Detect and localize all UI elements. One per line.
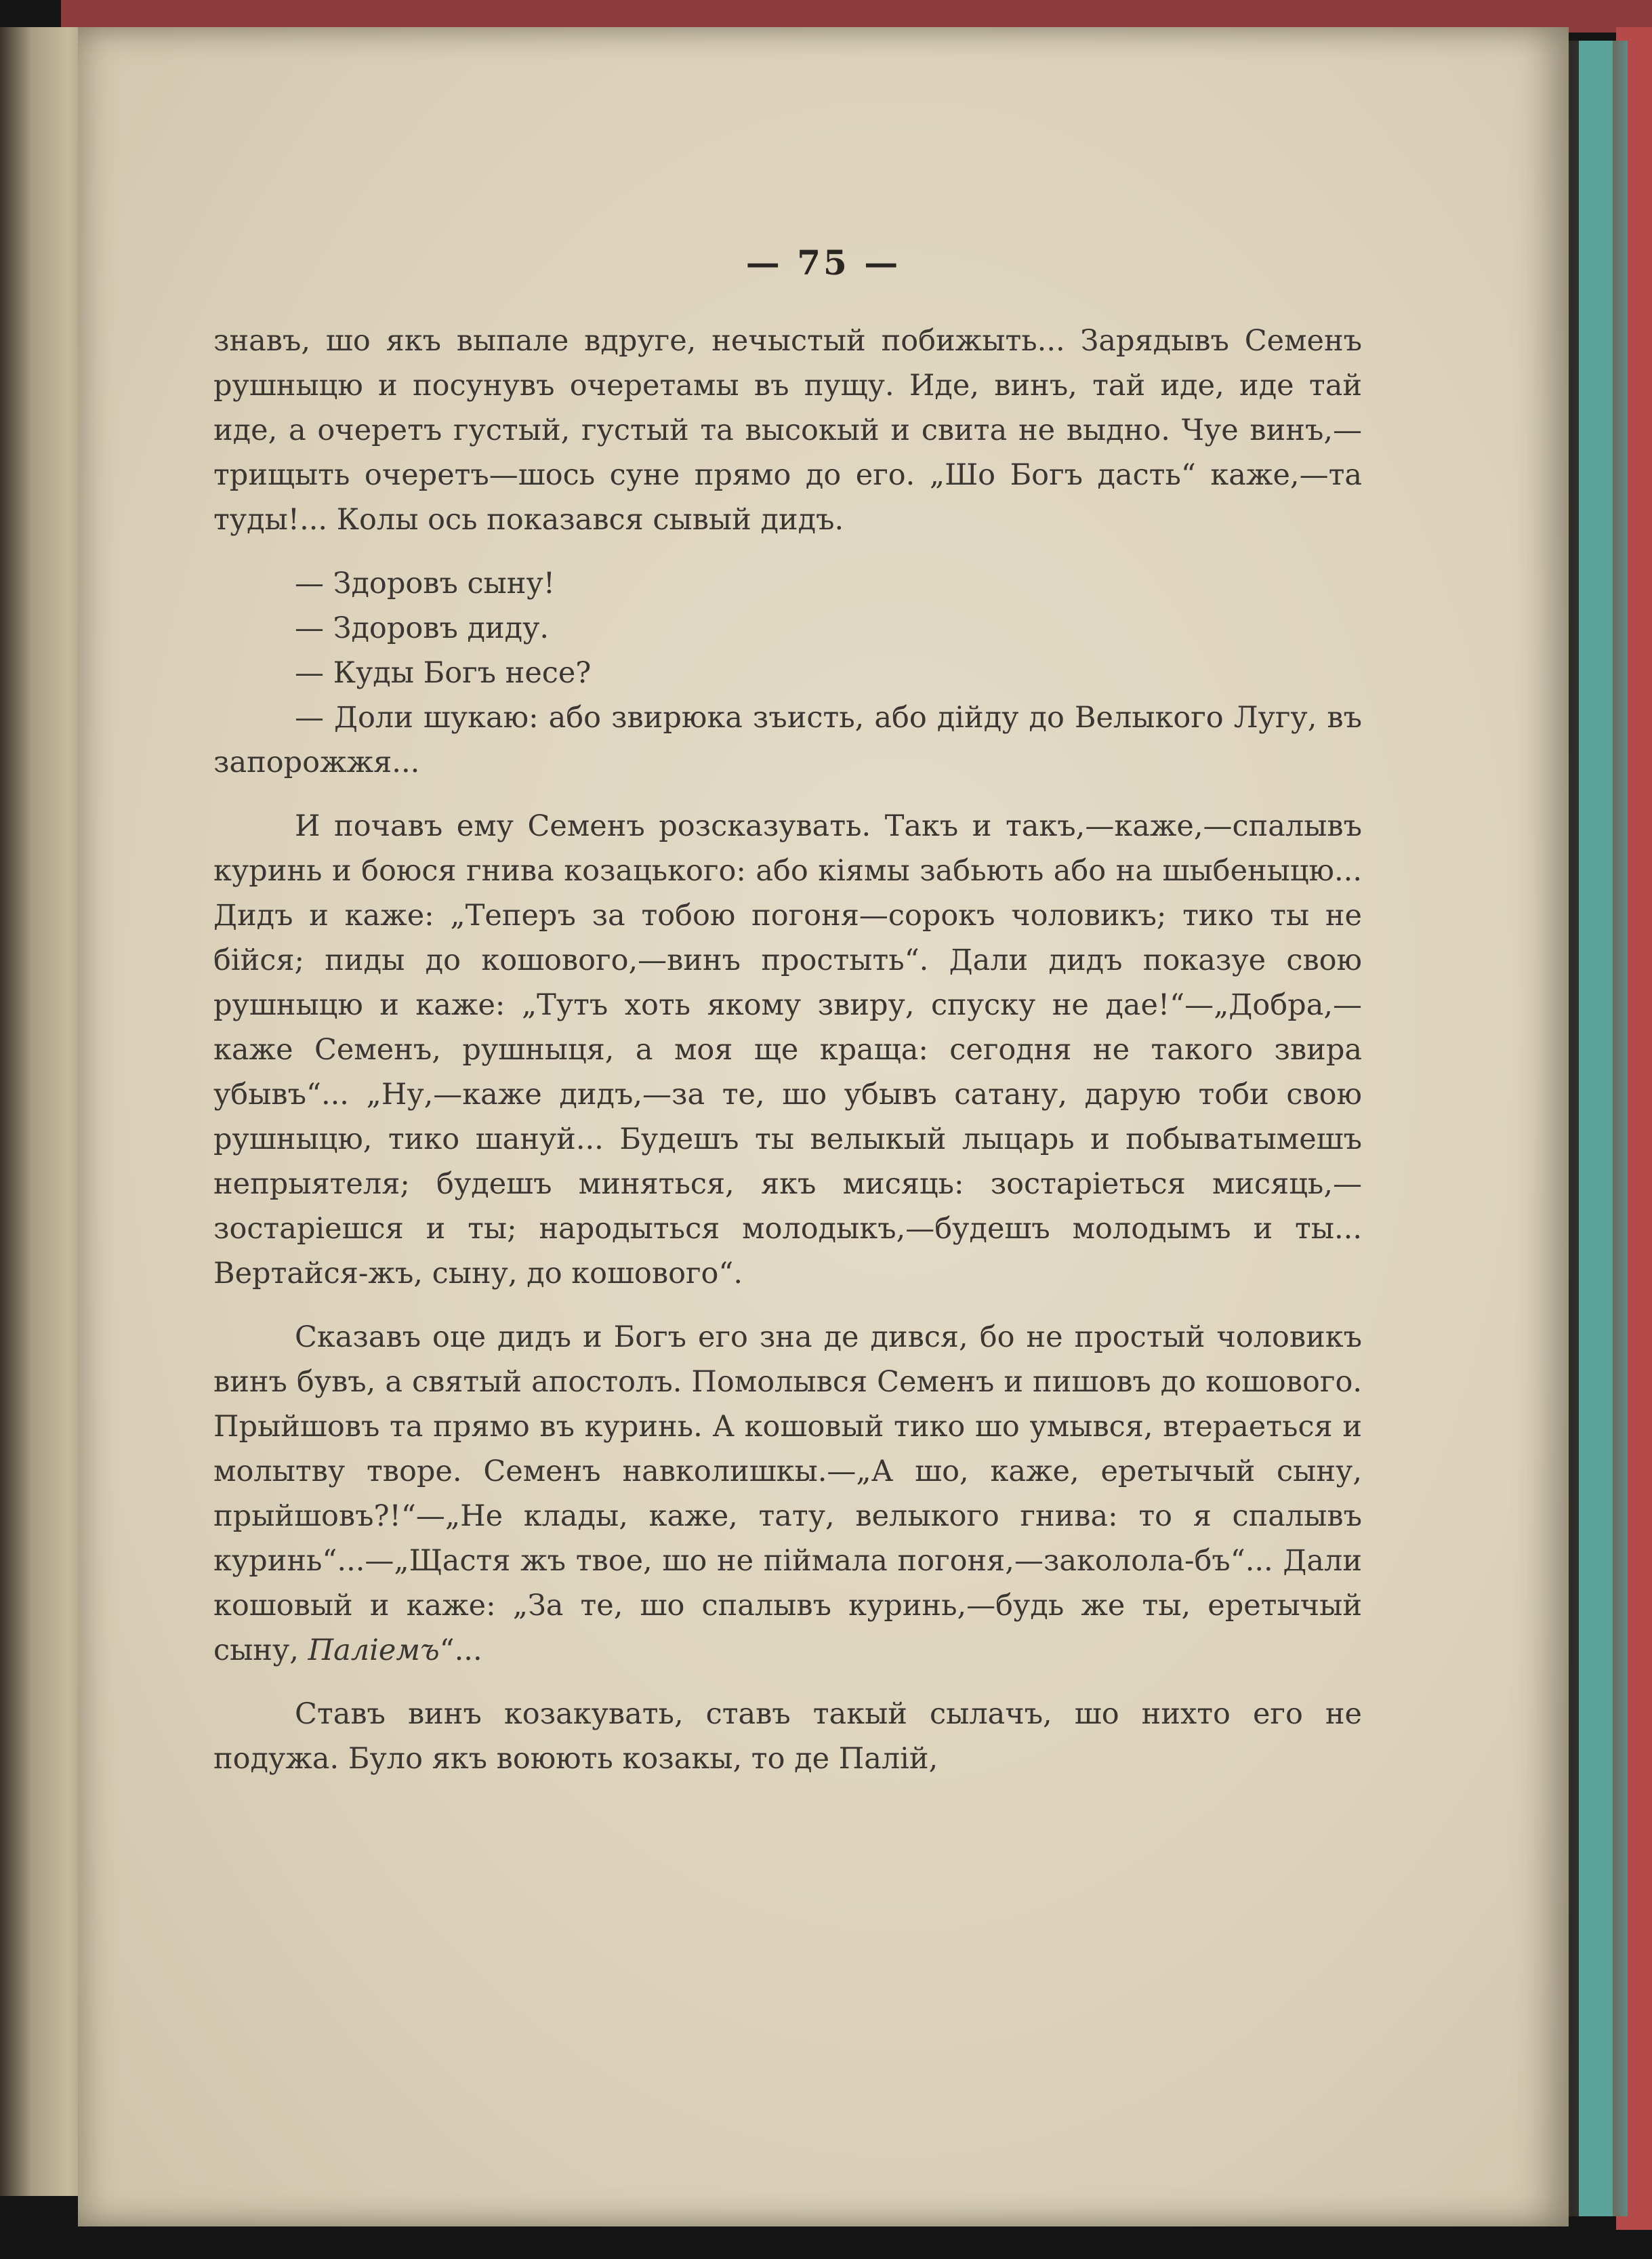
- paragraph-opening: знавъ, шо якъ выпале вдруге, нечыстый побижыть... Зарядывъ Семенъ рушныцю и посунувъ очеретамы въ пущу. Иде, винъ, тай иде, иде тай иде, а очеретъ густый, густый та высокый и свита не выдно. Чуе винъ,—трищыть очеретъ—шось суне прямо до его. „Шо Богъ дасть“ каже,—та туды!... Колы ось показався сывый дидъ.: [213, 324, 1362, 537]
- dialogue-line: — Доли шукаю: або звирюка зъисть, або дійду до Велыкого Лугу, въ запорожжя...: [213, 701, 1362, 779]
- book-page: [78, 27, 1569, 2226]
- paragraph-apostle: [213, 1315, 1362, 1673]
- dialogue-line: — Куды Богъ несе?: [295, 656, 592, 690]
- page-text: [213, 319, 1362, 1800]
- teal-cover-edge: [1579, 41, 1613, 2216]
- dialogue-line: — Здоровъ диду.: [295, 611, 550, 645]
- paragraph-semen-story: И почавъ ему Семенъ розсказувать. Такъ и такъ,—каже,—спалывъ куринь и боюся гнива козацького: або кіямы забьють або на шыбеныцю... Дидъ и каже: „Теперъ за тобою погоня—сорокъ чоловикъ; тико ты не бійся; пиды до кошового,—винъ простыть“. Дали дидъ показуе свою рушныцю и каже: „Тутъ хоть якому звиру, спуску не дае!“—„Добра,—каже Семенъ, рушныця, а моя ще краща: сегодня не такого звира убывъ“... „Ну,—каже дидъ,—за те, шо убывъ сатану, дарую тоби свою рушныцю, тико шануй... Будешъ ты велыкый лыцарь и побыватымешъ непрыятеля; будешъ миняться, якъ мисяць: зостаріеться мисяць,—зостаріешся и ты; народыться молодыкъ,—будешъ молодымъ и ты... Вертайся-жъ, сыну, до кошового“.: [213, 809, 1362, 1290]
- paragraph-apostle-ending: “...: [439, 1633, 482, 1667]
- paragraph-apostle-text: Сказавъ оце дидъ и Богъ его зна де дився, бо не простый чоловикъ винъ бувъ, а святый апостолъ. Помолывся Семенъ и пишовъ до кошового. Прыйшовъ та прямо въ куринь. А кошовый тико шо умывся, втераеться и молытву творе. Семенъ навколишкы.—„А шо, каже, еретычый сыну, прыйшовъ?!“—„Не клады, каже, тату, велыкого гнива: то я спалывъ куринь“...—„Щастя жъ твое, шо не піймала погоня,—заколола-бъ“... Дали кошовый и каже: „За те, шо спалывъ куринь,—будь же ты, еретычый сыну,: [213, 1320, 1362, 1667]
- paragraph-cossack: Ставъ винъ козакувать, ставъ такый сылачъ, шо нихто его не подужа. Було якъ воюють козакы, то де Палій,: [213, 1697, 1362, 1776]
- italic-name-paliem: Паліемъ: [308, 1633, 440, 1667]
- dialogue-line: — Здоровъ сыну!: [295, 567, 556, 601]
- page-number: — 75 —: [745, 243, 901, 283]
